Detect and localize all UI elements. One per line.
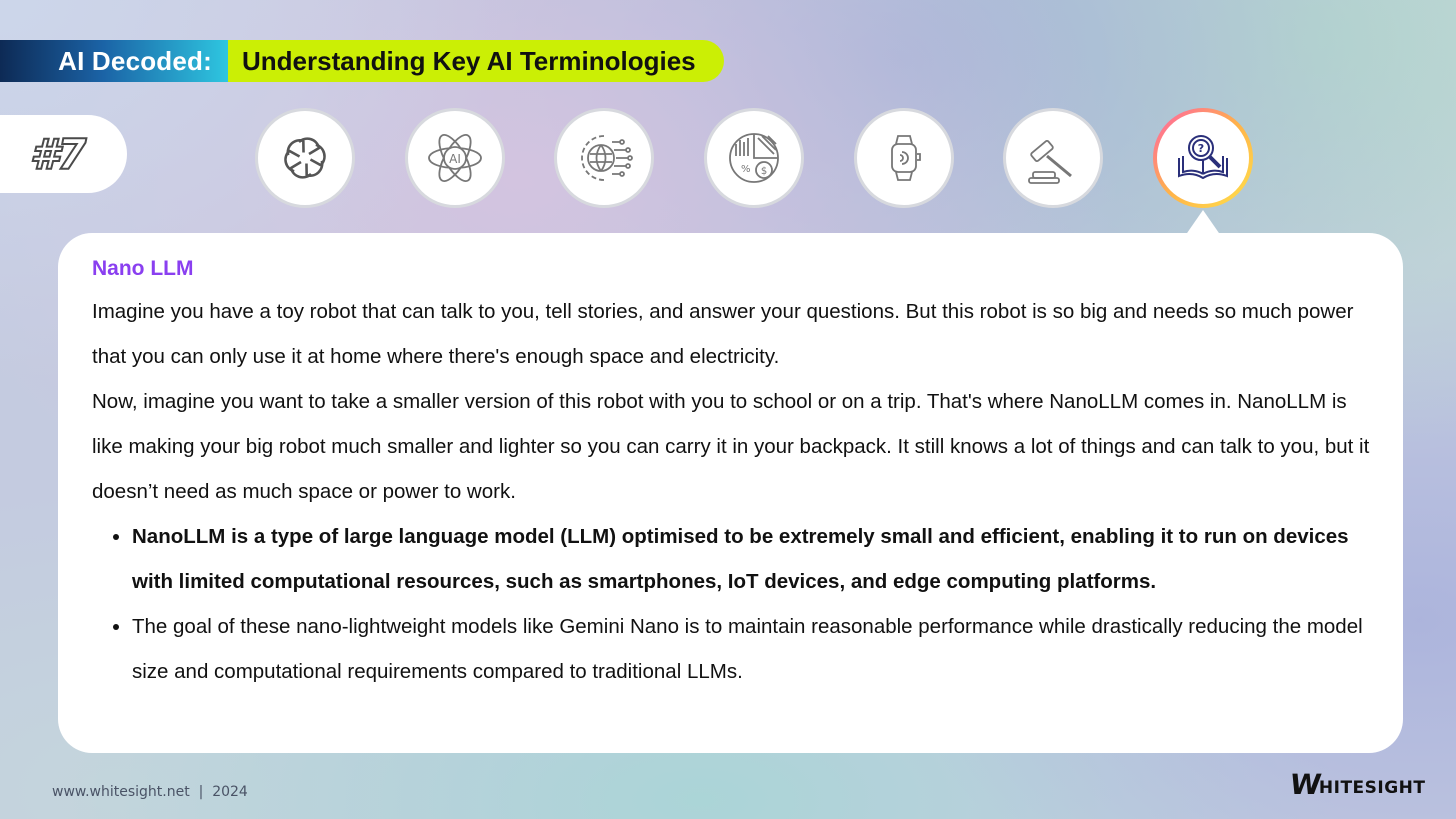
series-label: AI Decoded: — [0, 40, 228, 82]
list-item: • NanoLLM is a type of large language model (LLM) optimised to be extremely small and efficient, enabling it to run on devices with limited computational resources, such as smartphones, IoT devices, and edge computing platforms. — [132, 514, 1373, 604]
gavel-icon[interactable] — [1003, 108, 1103, 208]
svg-text:?: ? — [1197, 142, 1205, 155]
intro-paragraph: Imagine you have a toy robot that can talk to you, tell stories, and answer your questions. But this robot is so big and needs so much power that you can only use it at home where there's enough space and electricity. — [92, 300, 1354, 368]
logo-mark: W — [1287, 768, 1322, 801]
svg-text:AI: AI — [449, 152, 461, 166]
term-heading: Nano LLM — [92, 257, 194, 280]
analogy-paragraph: Now, imagine you want to take a smaller version of this robot with you to school or on a trip. That's where NanoLLM comes in. NanoLLM is like making your big robot much smaller and lighter so you can carry it in your backpack. It still knows a lot of things and can talk to you, but it doesn’t need as much space or power to work. — [92, 390, 1370, 503]
svg-text:$: $ — [760, 166, 768, 177]
ai-atom-icon[interactable] — [405, 108, 505, 208]
footer-website[interactable] — [52, 784, 248, 800]
definition-card — [58, 233, 1403, 753]
smartwatch-icon[interactable] — [854, 108, 954, 208]
pie-chart-finance-icon[interactable] — [704, 108, 804, 208]
topic-icon-strip — [0, 108, 1456, 208]
openai-logo-icon[interactable] — [255, 108, 355, 208]
website-text: www.whitesight.net | 2024 — [52, 784, 248, 800]
episode-number: #7 — [30, 129, 85, 179]
gear-globe-circuit-icon[interactable] — [554, 108, 654, 208]
key-points-list — [92, 514, 1373, 694]
page-title: Understanding Key AI Terminologies — [228, 40, 724, 82]
list-item: • The goal of these nano-lightweight models like Gemini Nano is to maintain reasonable performance while drastically reducing the model size and computational requirements compared to traditional LLMs. — [132, 604, 1373, 694]
book-magnifier-icon[interactable] — [1153, 108, 1253, 208]
svg-text:%: % — [741, 164, 751, 175]
whitesight-logo — [1287, 768, 1426, 801]
logo-wordmark: HITESIGHT — [1318, 778, 1426, 798]
header-banner — [0, 40, 724, 82]
